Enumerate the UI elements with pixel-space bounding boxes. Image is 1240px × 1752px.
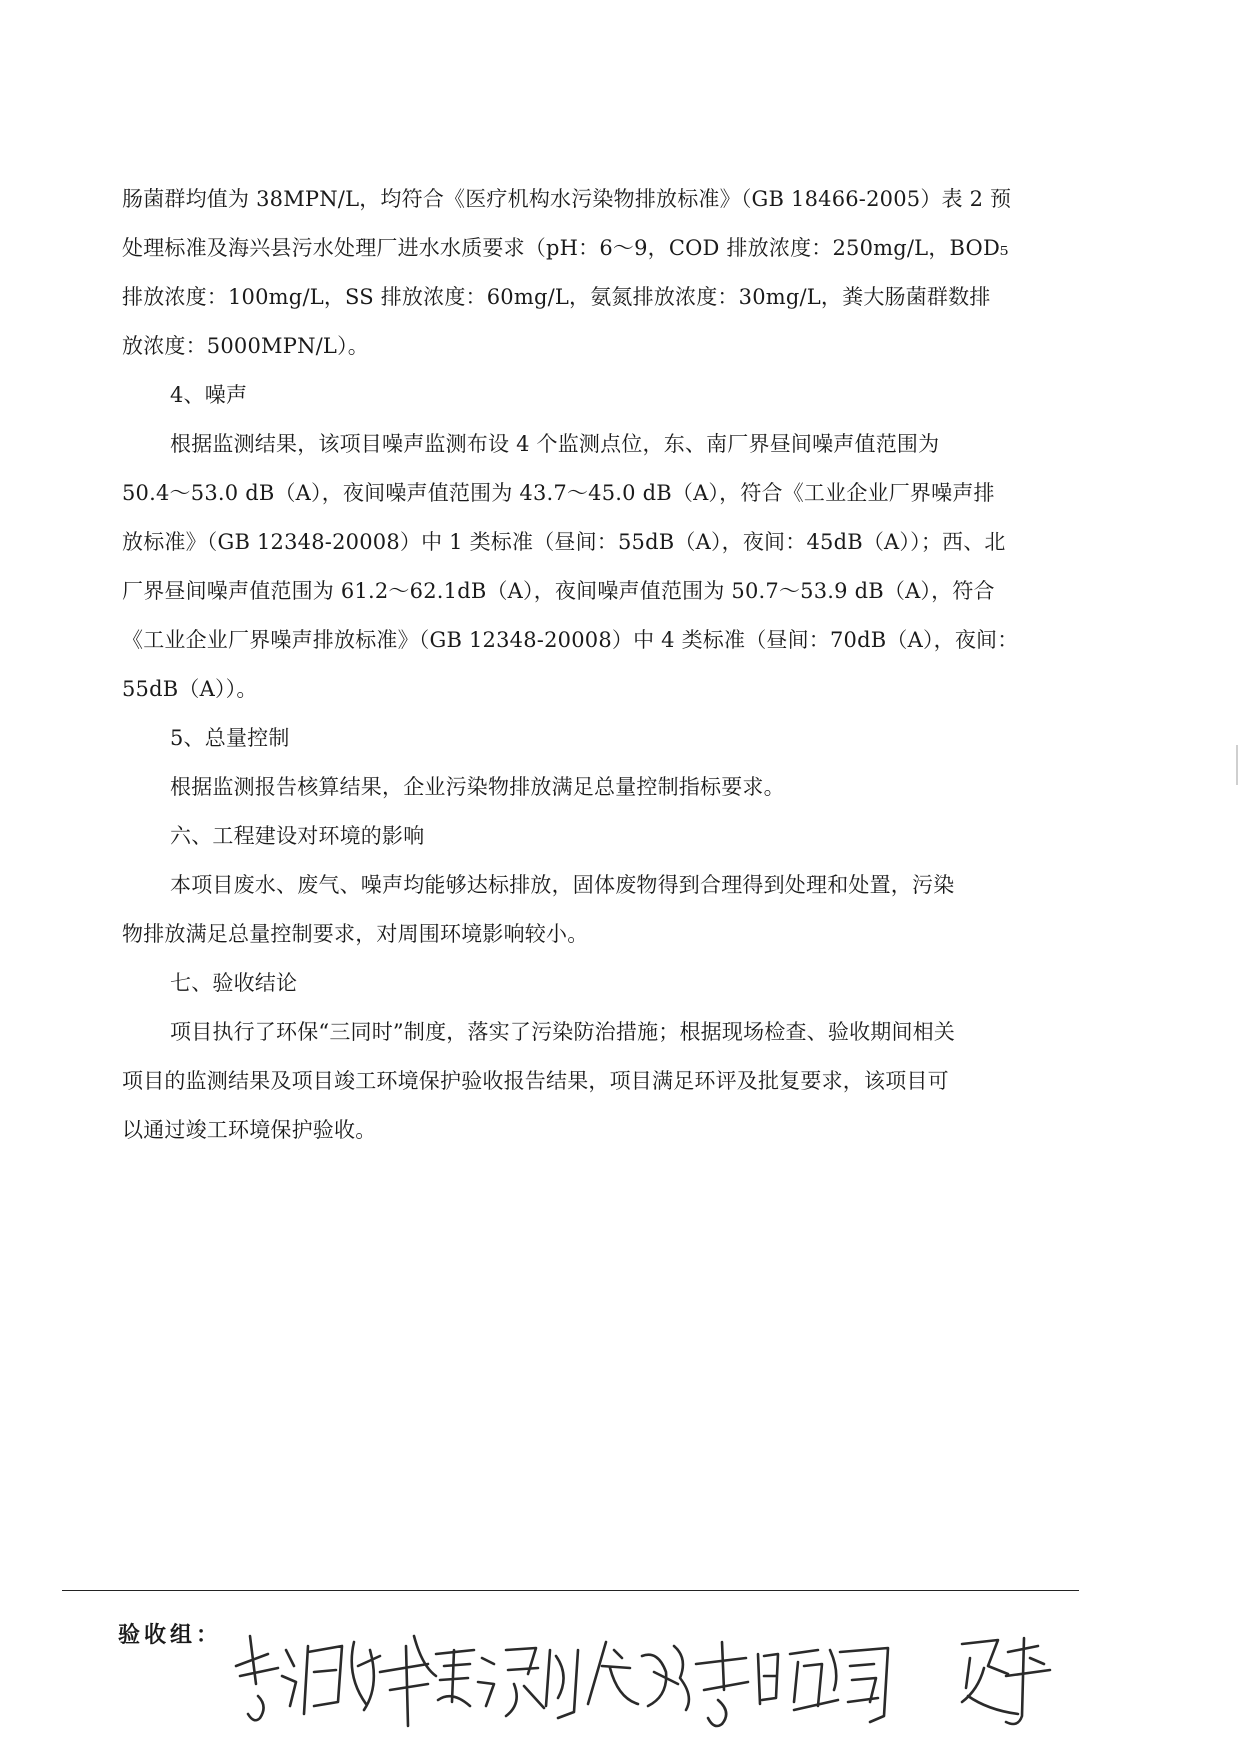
section-heading: 5、总量控制 bbox=[170, 726, 290, 750]
paragraph-line: 50.4～53.0 dB（A），夜间噪声值范围为 43.7～45.0 dB（A），符合《工业企业厂界噪声排 bbox=[122, 481, 995, 505]
paragraph-line: 《工业企业厂界噪声排放标准》（GB 12348-20008）中 4 类标准（昼间：70dB（A），夜间： bbox=[122, 628, 1019, 652]
paragraph-line: 厂界昼间噪声值范围为 61.2～62.1dB（A），夜间噪声值范围为 50.7～53.9 dB（A），符合 bbox=[122, 579, 995, 603]
section-heading: 七、验收结论 bbox=[170, 971, 298, 995]
paragraph-line: 放标准》（GB 12348-20008）中 1 类标准（昼间：55dB（A），夜间：45dB（A））；西、北 bbox=[122, 530, 1006, 554]
handwritten-signatures bbox=[118, 1606, 1118, 1736]
paragraph-line: 根据监测报告核算结果，企业污染物排放满足总量控制指标要求。 bbox=[170, 775, 785, 799]
paragraph-line: 以通过竣工环境保护验收。 bbox=[122, 1118, 377, 1142]
paragraph-line: 肠菌群均值为 38MPN/L，均符合《医疗机构水污染物排放标准》（GB 18466-2005）表 2 预 bbox=[122, 187, 1012, 211]
signature-divider bbox=[62, 1590, 1079, 1591]
paragraph-line: 物排放满足总量控制要求，对周围环境影响较小。 bbox=[122, 922, 589, 946]
paragraph-line: 根据监测结果，该项目噪声监测布设 4 个监测点位，东、南厂界昼间噪声值范围为 bbox=[170, 432, 940, 456]
document-body bbox=[122, 175, 1094, 1155]
section-heading: 六、工程建设对环境的影响 bbox=[170, 824, 425, 848]
signature-area bbox=[118, 1606, 1118, 1736]
paragraph-line: 55dB（A））。 bbox=[122, 677, 258, 701]
scan-edge-mark bbox=[1236, 745, 1238, 785]
signature-label: 验收组： bbox=[118, 1623, 223, 1648]
paragraph-line: 排放浓度：100mg/L，SS 排放浓度：60mg/L，氨氮排放浓度：30mg/L，粪大肠菌群数排 bbox=[122, 285, 991, 309]
paragraph-line: 放浓度：5000MPN/L）。 bbox=[122, 334, 369, 358]
section-heading: 4、噪声 bbox=[170, 383, 248, 407]
paragraph-line: 本项目废水、废气、噪声均能够达标排放，固体废物得到合理得到处理和处置，污染 bbox=[170, 873, 955, 897]
paragraph-line: 项目执行了环保“三同时”制度，落实了污染防治措施；根据现场检查、验收期间相关 bbox=[170, 1020, 956, 1044]
paragraph-line: 项目的监测结果及项目竣工环境保护验收报告结果，项目满足环评及批复要求，该项目可 bbox=[122, 1069, 949, 1093]
paragraph-line: 处理标准及海兴县污水处理厂进水水质要求（pH：6～9，COD 排放浓度：250mg/L，BOD₅ bbox=[122, 236, 1009, 260]
